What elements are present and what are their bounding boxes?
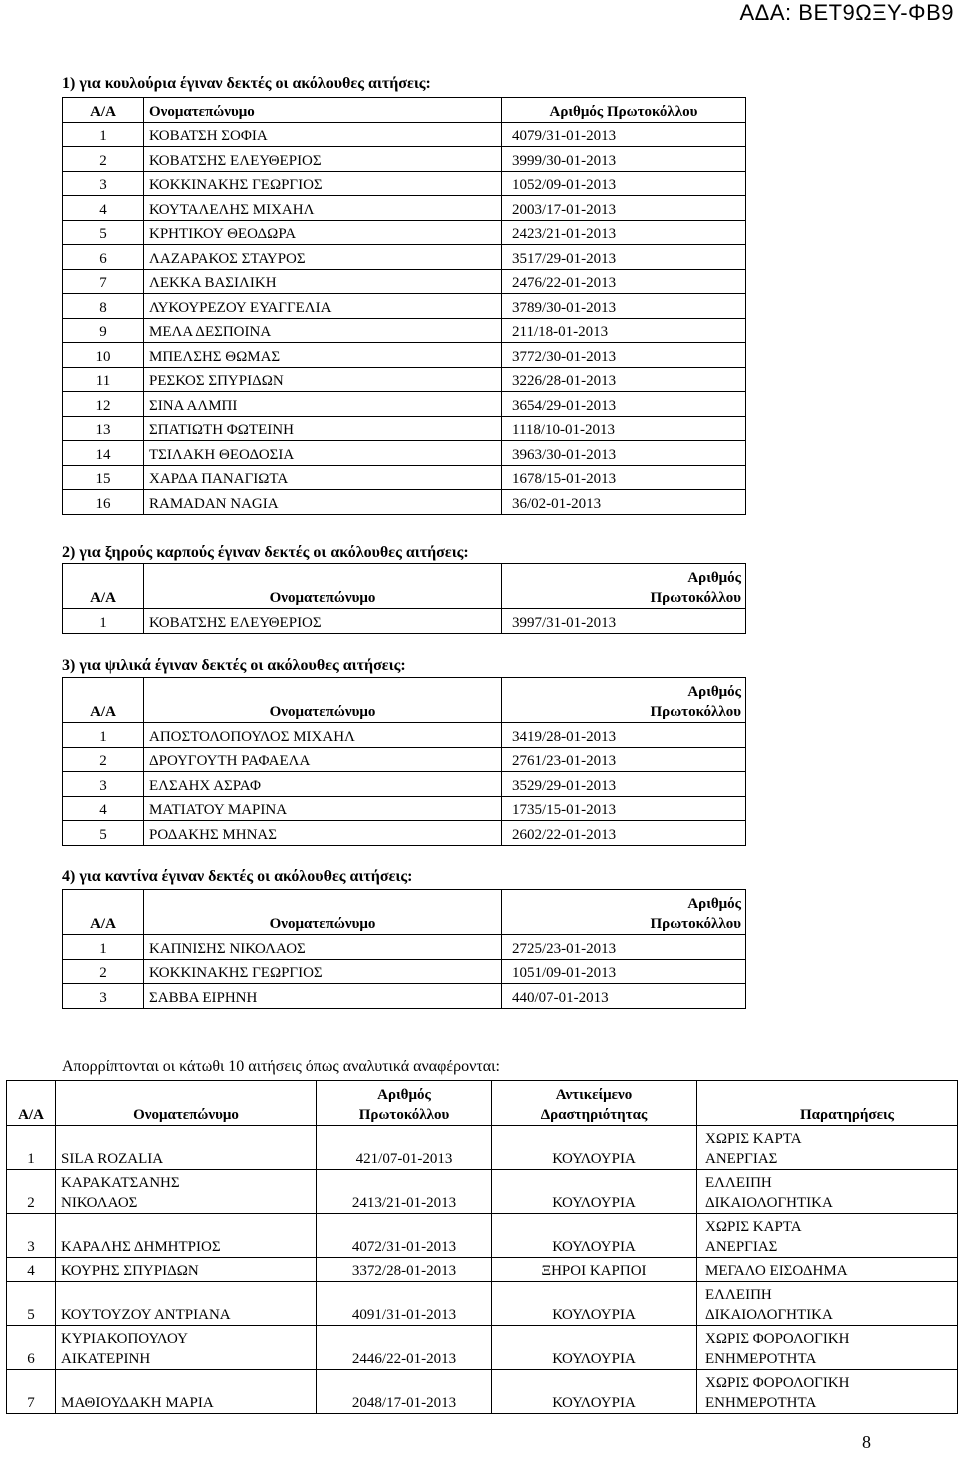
row-aa: 6 bbox=[7, 1326, 56, 1370]
table-row bbox=[63, 465, 746, 490]
row-aa: 4 bbox=[63, 796, 144, 821]
row-aa: 12 bbox=[63, 392, 144, 417]
row-protocol: 2423/21-01-2013 bbox=[502, 220, 746, 245]
row-name bbox=[56, 1370, 317, 1414]
col-header-name: Ονοματεπώνυμο bbox=[56, 1081, 317, 1126]
row-activity: ΚΟΥΛΟΥΡΙΑ bbox=[492, 1282, 697, 1326]
rejected-table bbox=[6, 1080, 958, 1414]
col-header-protocol bbox=[502, 890, 746, 935]
row-note-line1: ΧΩΡΙΣ ΚΑΡΤΑ bbox=[705, 1219, 802, 1235]
row-note-line2: ΕΝΗΜΕΡΟΤΗΤΑ bbox=[705, 1395, 817, 1411]
row-note-line2: ΔΙΚΑΙΟΛΟΓΗΤΙΚΑ bbox=[705, 1307, 833, 1323]
row-name: ΚΡΗΤΙΚΟΥ ΘΕΟΔΩΡΑ bbox=[144, 220, 502, 245]
row-aa: 8 bbox=[63, 294, 144, 319]
col-header-protocol-line1: Αριθμός bbox=[687, 684, 741, 700]
row-name: ΡΟΔΑΚΗΣ ΜΗΝΑΣ bbox=[144, 821, 502, 846]
row-aa: 10 bbox=[63, 343, 144, 368]
row-note-line1: ΜΕΓΑΛΟ ΕΙΣΟΔΗΜΑ bbox=[705, 1263, 848, 1279]
table-row bbox=[63, 821, 746, 846]
row-name-line2: ΝΙΚΟΛΑΟΣ bbox=[61, 1195, 138, 1211]
row-aa: 3 bbox=[63, 171, 144, 196]
row-name: ΚΟΒΑΤΣΗ ΣΟΦΙΑ bbox=[144, 122, 502, 147]
row-protocol: 3654/29-01-2013 bbox=[502, 392, 746, 417]
table-row bbox=[63, 318, 746, 343]
section-4-table bbox=[62, 889, 746, 1009]
row-activity: ΚΟΥΛΟΥΡΙΑ bbox=[492, 1214, 697, 1258]
table-row bbox=[7, 1170, 958, 1214]
row-name: ΜΠΕΛΣΗΣ ΘΩΜΑΣ bbox=[144, 343, 502, 368]
row-note-line1: ΧΩΡΙΣ ΦΟΡΟΛΟΓΙΚΗ bbox=[705, 1375, 850, 1391]
row-note-line2: ΔΙΚΑΙΟΛΟΓΗΤΙΚΑ bbox=[705, 1195, 833, 1211]
row-name: ΚΟΒΑΤΣΗΣ ΕΛΕΥΘΕΡΙΟΣ bbox=[144, 609, 502, 634]
row-activity: ΚΟΥΛΟΥΡΙΑ bbox=[492, 1370, 697, 1414]
table-row bbox=[7, 1258, 958, 1282]
col-header-protocol-line1: Αριθμός bbox=[377, 1087, 431, 1103]
table-row bbox=[7, 1126, 958, 1170]
rejected-intro: Απορρίπτονται οι κάτωθι 10 αιτήσεις όπως αναλυτικά αναφέρονται: bbox=[62, 1058, 500, 1075]
row-note-line2: ΑΝΕΡΓΙΑΣ bbox=[705, 1239, 778, 1255]
row-aa: 15 bbox=[63, 465, 144, 490]
row-name: ΣΠΑΤΙΩΤΗ ΦΩΤΕΙΝΗ bbox=[144, 416, 502, 441]
row-name: ΚΟΚΚΙΝΑΚΗΣ ΓΕΩΡΓΙΟΣ bbox=[144, 171, 502, 196]
col-header-name: Ονοματεπώνυμο bbox=[144, 98, 502, 123]
row-name-line1: ΚΟΥΡΗΣ ΣΠΥΡΙΔΩΝ bbox=[61, 1263, 199, 1279]
table-row bbox=[63, 147, 746, 172]
table-header-row bbox=[63, 678, 746, 723]
table-row bbox=[63, 959, 746, 984]
row-name bbox=[56, 1326, 317, 1370]
row-protocol: 4079/31-01-2013 bbox=[502, 122, 746, 147]
row-protocol: 1735/15-01-2013 bbox=[502, 796, 746, 821]
table-header-row bbox=[7, 1081, 958, 1126]
row-name-line1: ΚΑΡΑΚΑΤΣΑΝΗΣ bbox=[61, 1175, 180, 1191]
col-header-protocol: Αριθμός Πρωτοκόλλου bbox=[502, 98, 746, 123]
row-protocol: 4072/31-01-2013 bbox=[317, 1214, 492, 1258]
section-1-title: 1) για κουλούρια έγιναν δεκτές οι ακόλουθες αιτήσεις: bbox=[62, 75, 431, 92]
row-aa: 6 bbox=[63, 245, 144, 270]
row-note-line1: ΧΩΡΙΣ ΚΑΡΤΑ bbox=[705, 1131, 802, 1147]
row-aa: 7 bbox=[7, 1370, 56, 1414]
row-name-line1: ΚΥΡΙΑΚΟΠΟΥΛΟΥ bbox=[61, 1331, 188, 1347]
row-aa: 4 bbox=[7, 1258, 56, 1282]
row-note bbox=[697, 1214, 958, 1258]
table-row bbox=[63, 935, 746, 960]
row-protocol: 2048/17-01-2013 bbox=[317, 1370, 492, 1414]
row-note bbox=[697, 1282, 958, 1326]
row-aa: 4 bbox=[63, 196, 144, 221]
row-note-line1: ΕΛΛΕΙΠΗ bbox=[705, 1287, 772, 1303]
row-protocol: 421/07-01-2013 bbox=[317, 1126, 492, 1170]
row-protocol: 3999/30-01-2013 bbox=[502, 147, 746, 172]
table-row bbox=[63, 220, 746, 245]
row-aa: 2 bbox=[63, 747, 144, 772]
row-name: ΤΣΙΛΑΚΗ ΘΕΟΔΟΣΙΑ bbox=[144, 441, 502, 466]
section-3-table bbox=[62, 677, 746, 846]
row-aa: 2 bbox=[7, 1170, 56, 1214]
row-name: ΚΟΚΚΙΝΑΚΗΣ ΓΕΩΡΓΙΟΣ bbox=[144, 959, 502, 984]
row-aa: 7 bbox=[63, 269, 144, 294]
row-name: ΡΕΣΚΟΣ ΣΠΥΡΙΔΩΝ bbox=[144, 367, 502, 392]
section-1-table bbox=[62, 97, 746, 515]
table-row bbox=[63, 269, 746, 294]
row-protocol: 3772/30-01-2013 bbox=[502, 343, 746, 368]
col-header-name: Ονοματεπώνυμο bbox=[144, 678, 502, 723]
row-name: ΜΕΛΑ ΔΕΣΠΟΙΝΑ bbox=[144, 318, 502, 343]
col-header-aa: Α/Α bbox=[7, 1081, 56, 1126]
table-header-row bbox=[63, 890, 746, 935]
col-header-aa: Α/Α bbox=[63, 678, 144, 723]
row-note-line2: ΑΝΕΡΓΙΑΣ bbox=[705, 1151, 778, 1167]
table-header-row bbox=[63, 98, 746, 123]
table-row bbox=[63, 122, 746, 147]
row-aa: 1 bbox=[7, 1126, 56, 1170]
table-row bbox=[7, 1370, 958, 1414]
row-aa: 2 bbox=[63, 147, 144, 172]
row-protocol: 3529/29-01-2013 bbox=[502, 772, 746, 797]
col-header-activity-line2: Δραστηριότητας bbox=[540, 1107, 648, 1123]
row-name bbox=[56, 1258, 317, 1282]
row-note bbox=[697, 1370, 958, 1414]
row-aa: 11 bbox=[63, 367, 144, 392]
row-protocol: 1678/15-01-2013 bbox=[502, 465, 746, 490]
row-name: ΜΑΤΙΑΤΟΥ ΜΑΡΙΝΑ bbox=[144, 796, 502, 821]
row-name: RAMADAN NAGIA bbox=[144, 490, 502, 515]
col-header-name: Ονοματεπώνυμο bbox=[144, 890, 502, 935]
row-protocol: 4091/31-01-2013 bbox=[317, 1282, 492, 1326]
col-header-aa: Α/Α bbox=[63, 890, 144, 935]
row-protocol: 3789/30-01-2013 bbox=[502, 294, 746, 319]
row-name: ΛΑΖΑΡΑΚΟΣ ΣΤΑΥΡΟΣ bbox=[144, 245, 502, 270]
row-protocol: 211/18-01-2013 bbox=[502, 318, 746, 343]
row-aa: 1 bbox=[63, 609, 144, 634]
table-row bbox=[63, 723, 746, 748]
row-aa: 1 bbox=[63, 122, 144, 147]
col-header-aa: Α/Α bbox=[63, 564, 144, 609]
row-note bbox=[697, 1170, 958, 1214]
row-note-line1: ΕΛΛΕΙΠΗ bbox=[705, 1175, 772, 1191]
table-row bbox=[63, 609, 746, 634]
table-row bbox=[63, 294, 746, 319]
table-row bbox=[63, 441, 746, 466]
row-name: ΑΠΟΣΤΟΛΟΠΟΥΛΟΣ ΜΙΧΑΗΛ bbox=[144, 723, 502, 748]
col-header-activity-line1: Αντικείμενο bbox=[555, 1087, 633, 1103]
col-header-protocol-line1: Αριθμός bbox=[687, 570, 741, 586]
row-name bbox=[56, 1282, 317, 1326]
table-row bbox=[7, 1282, 958, 1326]
row-note-line1: ΧΩΡΙΣ ΦΟΡΟΛΟΓΙΚΗ bbox=[705, 1331, 850, 1347]
ada-code: ΑΔΑ: ΒΕΤ9ΩΞΥ-ΦΒ9 bbox=[739, 0, 954, 25]
row-note bbox=[697, 1126, 958, 1170]
row-protocol: 3226/28-01-2013 bbox=[502, 367, 746, 392]
row-protocol: 1118/10-01-2013 bbox=[502, 416, 746, 441]
row-protocol: 440/07-01-2013 bbox=[502, 984, 746, 1009]
table-row bbox=[63, 416, 746, 441]
table-row bbox=[63, 367, 746, 392]
row-aa: 1 bbox=[63, 935, 144, 960]
row-protocol: 1052/09-01-2013 bbox=[502, 171, 746, 196]
row-name: ΚΟΒΑΤΣΗΣ ΕΛΕΥΘΕΡΙΟΣ bbox=[144, 147, 502, 172]
table-row bbox=[63, 490, 746, 515]
row-name bbox=[56, 1170, 317, 1214]
section-3-title: 3) για ψιλικά έγιναν δεκτές οι ακόλουθες αιτήσεις: bbox=[62, 657, 406, 674]
col-header-protocol-line1: Αριθμός bbox=[687, 896, 741, 912]
row-activity: ΚΟΥΛΟΥΡΙΑ bbox=[492, 1170, 697, 1214]
row-aa: 1 bbox=[63, 723, 144, 748]
row-aa: 3 bbox=[63, 772, 144, 797]
section-4-title: 4) για καντίνα έγιναν δεκτές οι ακόλουθες αιτήσεις: bbox=[62, 868, 413, 885]
table-row bbox=[63, 196, 746, 221]
table-row bbox=[63, 245, 746, 270]
col-header-protocol bbox=[502, 678, 746, 723]
row-name: ΚΑΠΝΙΣΗΣ ΝΙΚΟΛΑΟΣ bbox=[144, 935, 502, 960]
table-row bbox=[63, 796, 746, 821]
row-name: ΕΛΣΑΗΧ ΑΣΡΑΦ bbox=[144, 772, 502, 797]
row-name: ΣΙΝΑ ΑΛΜΠΙ bbox=[144, 392, 502, 417]
col-header-protocol-line2: Πρωτοκόλλου bbox=[650, 916, 741, 932]
row-name: ΣΑΒΒΑ ΕΙΡΗΝΗ bbox=[144, 984, 502, 1009]
col-header-protocol-line2: Πρωτοκόλλου bbox=[650, 590, 741, 606]
row-aa: 5 bbox=[63, 821, 144, 846]
row-aa: 9 bbox=[63, 318, 144, 343]
row-protocol: 2476/22-01-2013 bbox=[502, 269, 746, 294]
table-header-row bbox=[63, 564, 746, 609]
col-header-protocol-line2: Πρωτοκόλλου bbox=[650, 704, 741, 720]
section-2-table bbox=[62, 563, 746, 634]
row-activity: ΞΗΡΟΙ ΚΑΡΠΟΙ bbox=[492, 1258, 697, 1282]
row-protocol: 3517/29-01-2013 bbox=[502, 245, 746, 270]
row-activity: ΚΟΥΛΟΥΡΙΑ bbox=[492, 1126, 697, 1170]
row-aa: 16 bbox=[63, 490, 144, 515]
row-name: ΧΑΡΔΑ ΠΑΝΑΓΙΩΤΑ bbox=[144, 465, 502, 490]
row-aa: 13 bbox=[63, 416, 144, 441]
row-name-line1: ΜΑΘΙΟΥΔΑΚΗ ΜΑΡΙΑ bbox=[61, 1395, 214, 1411]
row-protocol: 2602/22-01-2013 bbox=[502, 821, 746, 846]
table-row bbox=[63, 747, 746, 772]
row-protocol: 2446/22-01-2013 bbox=[317, 1326, 492, 1370]
col-header-protocol bbox=[502, 564, 746, 609]
col-header-protocol bbox=[317, 1081, 492, 1126]
section-2-title: 2) για ξηρούς καρπούς έγιναν δεκτές οι ακόλουθες αιτήσεις: bbox=[62, 544, 469, 561]
row-name bbox=[56, 1126, 317, 1170]
row-aa: 3 bbox=[7, 1214, 56, 1258]
row-protocol: 1051/09-01-2013 bbox=[502, 959, 746, 984]
page-number: 8 bbox=[862, 1432, 871, 1452]
row-name bbox=[56, 1214, 317, 1258]
row-aa: 5 bbox=[63, 220, 144, 245]
row-protocol: 36/02-01-2013 bbox=[502, 490, 746, 515]
row-name: ΚΟΥΤΑΛΕΛΗΣ ΜΙΧΑΗΛ bbox=[144, 196, 502, 221]
row-aa: 3 bbox=[63, 984, 144, 1009]
table-row bbox=[63, 984, 746, 1009]
row-name: ΛΥΚΟΥΡΕΖΟΥ ΕΥΑΓΓΕΛΙΑ bbox=[144, 294, 502, 319]
row-note bbox=[697, 1258, 958, 1282]
table-row bbox=[63, 392, 746, 417]
row-protocol: 3419/28-01-2013 bbox=[502, 723, 746, 748]
row-name: ΔΡΟΥΓΟΥΤΗ ΡΑΦΑΕΛΑ bbox=[144, 747, 502, 772]
row-name: ΛΕΚΚΑ ΒΑΣΙΛΙΚΗ bbox=[144, 269, 502, 294]
row-protocol: 3963/30-01-2013 bbox=[502, 441, 746, 466]
table-row bbox=[63, 772, 746, 797]
row-protocol: 3997/31-01-2013 bbox=[502, 609, 746, 634]
row-note-line2: ΕΝΗΜΕΡΟΤΗΤΑ bbox=[705, 1351, 817, 1367]
col-header-notes: Παρατηρήσεις bbox=[697, 1081, 958, 1126]
row-name-line1: ΚΟΥΤΟΥΖΟΥ ΑΝΤΡΙΑΝΑ bbox=[61, 1307, 231, 1323]
row-protocol: 3372/28-01-2013 bbox=[317, 1258, 492, 1282]
row-name-line1: ΚΑΡΑΛΗΣ ΔΗΜΗΤΡΙΟΣ bbox=[61, 1239, 221, 1255]
table-row bbox=[7, 1214, 958, 1258]
row-aa: 14 bbox=[63, 441, 144, 466]
row-note bbox=[697, 1326, 958, 1370]
row-protocol: 2003/17-01-2013 bbox=[502, 196, 746, 221]
table-row bbox=[7, 1326, 958, 1370]
col-header-protocol-line2: Πρωτοκόλλου bbox=[358, 1107, 450, 1123]
col-header-aa: Α/Α bbox=[63, 98, 144, 123]
row-aa: 2 bbox=[63, 959, 144, 984]
row-protocol: 2761/23-01-2013 bbox=[502, 747, 746, 772]
row-protocol: 2725/23-01-2013 bbox=[502, 935, 746, 960]
col-header-activity bbox=[492, 1081, 697, 1126]
row-activity: ΚΟΥΛΟΥΡΙΑ bbox=[492, 1326, 697, 1370]
row-protocol: 2413/21-01-2013 bbox=[317, 1170, 492, 1214]
row-aa: 5 bbox=[7, 1282, 56, 1326]
table-row bbox=[63, 343, 746, 368]
row-name-line1: SILA ROZALIA bbox=[61, 1151, 164, 1167]
col-header-name: Ονοματεπώνυμο bbox=[144, 564, 502, 609]
row-name-line2: ΑΙΚΑΤΕΡΙΝΗ bbox=[61, 1351, 151, 1367]
table-row bbox=[63, 171, 746, 196]
